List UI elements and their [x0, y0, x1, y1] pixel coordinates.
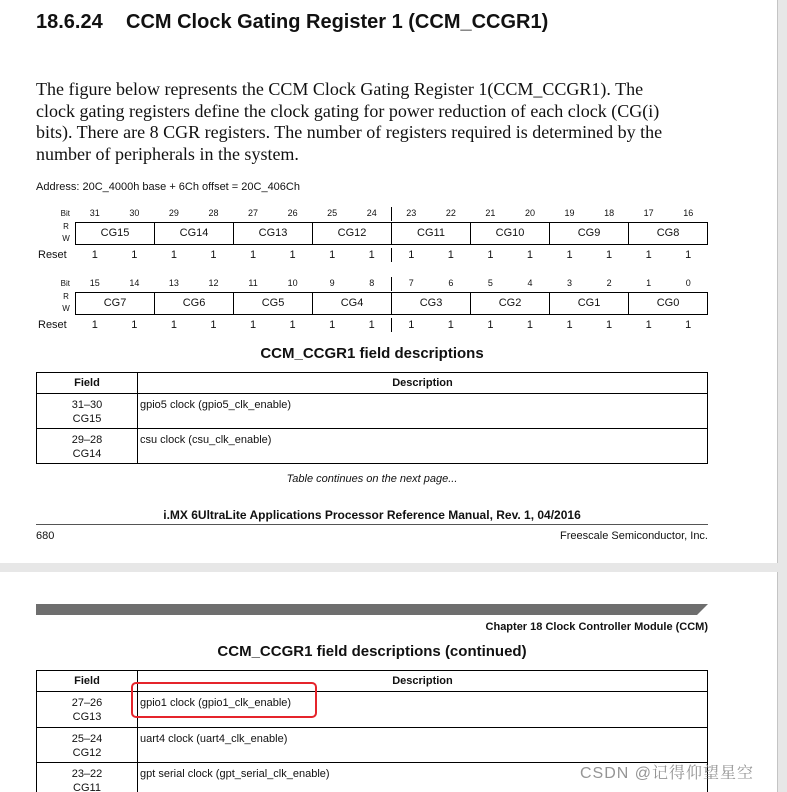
intro-paragraph — [36, 79, 736, 166]
reset-value: 1 — [131, 319, 138, 331]
field-cell — [37, 763, 138, 792]
register-field: CG7 — [103, 297, 127, 309]
bit-number: 7 — [408, 278, 414, 288]
reset-value: 1 — [91, 249, 98, 261]
byte-separator — [391, 277, 392, 291]
reset-value: 1 — [170, 249, 177, 261]
bit-number: 12 — [208, 278, 219, 288]
bit-number: 5 — [487, 278, 493, 288]
byte-separator — [391, 207, 392, 221]
register-field: CG0 — [628, 293, 707, 314]
bit-number: 25 — [327, 208, 338, 218]
bit-number: 23 — [406, 208, 417, 218]
reset-value: 1 — [685, 319, 692, 331]
register-field: CG5 — [233, 293, 312, 314]
document-page-next — [0, 572, 778, 792]
reset-value: 1 — [566, 319, 573, 331]
register-field: CG11 — [391, 223, 470, 244]
bit-number: 20 — [524, 208, 535, 218]
bit-number: 2 — [606, 278, 612, 288]
reset-value: 1 — [131, 249, 138, 261]
field-cell — [37, 429, 138, 463]
table-title: CCM_CCGR1 field descriptions — [260, 345, 484, 362]
register-field: CG13 — [233, 223, 312, 244]
reset-value: 1 — [606, 319, 613, 331]
field-bits: 25–24 — [71, 733, 103, 745]
bit-number: 10 — [287, 278, 298, 288]
register-field: CG9 — [549, 223, 628, 244]
intro-line: number of peripherals in the system. — [36, 144, 299, 165]
bit-number: 14 — [129, 278, 140, 288]
description-cell: gpio1 clock (gpio1_clk_enable) — [140, 697, 292, 709]
description-column-header: Description — [392, 675, 453, 687]
bit-number: 9 — [329, 278, 335, 288]
register-field: CG12 — [312, 223, 391, 244]
reset-value: 1 — [249, 319, 257, 331]
bit-number: 28 — [208, 208, 219, 218]
register-field: CG14 — [154, 223, 233, 244]
bit-number: 27 — [248, 208, 259, 218]
reset-value: 1 — [487, 249, 494, 261]
table-title-continued: CCM_CCGR1 field descriptions (continued) — [217, 643, 527, 660]
section-title: CCM Clock Gating Register 1 (CCM_CCGR1) — [126, 11, 549, 33]
bit-number: 3 — [567, 278, 573, 288]
read-label: R — [63, 222, 69, 231]
register-field: CG8 — [628, 223, 707, 244]
bit-label: Bit — [60, 279, 70, 288]
reset-value: 1 — [408, 319, 415, 331]
reset-value: 1 — [368, 249, 375, 261]
register-field: CG15 — [100, 227, 130, 239]
table-continues-note: Table continues on the next page... — [286, 473, 458, 485]
table-row — [37, 429, 707, 464]
table-row — [37, 394, 707, 429]
reset-value: 1 — [526, 249, 534, 261]
bit-number: 18 — [604, 208, 615, 218]
register-address: Address: 20C_4000h base + 6Ch offset = 20C_406Ch — [36, 181, 300, 193]
field-bits: 23–22 — [71, 768, 103, 780]
reset-value: 1 — [249, 249, 257, 261]
reset-value: 1 — [408, 249, 415, 261]
field-name: CG15 — [72, 413, 102, 425]
register-field: CG6 — [154, 293, 233, 314]
reset-label: Reset — [38, 249, 67, 261]
description-cell: csu clock (csu_clk_enable) — [140, 434, 272, 446]
field-name: CG13 — [72, 711, 102, 723]
bit-number: 17 — [643, 208, 654, 218]
reset-value: 1 — [289, 319, 296, 331]
reset-value: 1 — [91, 319, 98, 331]
table-row — [37, 728, 707, 763]
reset-value: 1 — [170, 319, 177, 331]
field-bits: 31–30 — [71, 399, 103, 411]
chapter-header-bar — [36, 604, 708, 615]
reset-value: 1 — [329, 319, 336, 331]
field-cell — [37, 728, 138, 762]
byte-separator — [391, 248, 392, 262]
register-field-box — [75, 292, 708, 315]
reset-value: 1 — [329, 249, 336, 261]
bit-number: 24 — [366, 208, 377, 218]
reset-value: 1 — [289, 249, 296, 261]
reset-value: 1 — [210, 319, 217, 331]
reset-value: 1 — [606, 249, 613, 261]
bit-number: 26 — [287, 208, 298, 218]
footer-page-number: 680 — [36, 530, 55, 542]
reset-value: 1 — [526, 319, 534, 331]
read-label: R — [63, 292, 69, 301]
bit-number: 6 — [448, 278, 454, 288]
section-number: 18.6.24 — [36, 11, 103, 33]
bit-number: 29 — [168, 208, 179, 218]
field-name: CG14 — [72, 448, 102, 460]
reset-value: 1 — [566, 249, 573, 261]
field-bits: 27–26 — [71, 697, 103, 709]
bit-number: 21 — [485, 208, 496, 218]
bit-number: 11 — [248, 278, 258, 288]
byte-separator — [391, 318, 392, 332]
bit-number: 1 — [646, 278, 652, 288]
register-field: CG10 — [470, 223, 549, 244]
field-name: CG11 — [73, 782, 101, 792]
bit-number: 19 — [564, 208, 575, 218]
footer-manual-title: i.MX 6UltraLite Applications Processor Reference Manual, Rev. 1, 04/2016 — [163, 508, 581, 522]
reset-value: 1 — [685, 249, 692, 261]
red-highlight-box — [131, 682, 317, 718]
bit-number: 4 — [527, 278, 533, 288]
chapter-title: Chapter 18 Clock Controller Module (CCM) — [485, 621, 708, 633]
reset-value: 1 — [487, 319, 494, 331]
reset-value: 1 — [210, 249, 217, 261]
reset-value: 1 — [447, 319, 454, 331]
register-field: CG2 — [470, 293, 549, 314]
reset-value: 1 — [645, 319, 652, 331]
register-diagram-high — [0, 207, 777, 263]
field-description-table — [36, 372, 708, 464]
register-field-box — [75, 222, 708, 245]
bit-number: 30 — [129, 208, 140, 218]
field-name: CG12 — [72, 747, 102, 759]
register-field: CG3 — [391, 293, 470, 314]
intro-line: The figure below represents the CCM Clock Gating Register 1(CCM_CCGR1). The — [36, 79, 644, 99]
field-column-header: Field — [37, 373, 138, 393]
reset-value: 1 — [447, 249, 454, 261]
field-bits: 29–28 — [71, 434, 103, 446]
field-cell — [37, 394, 138, 428]
description-cell: gpt serial clock (gpt_serial_clk_enable) — [140, 768, 330, 780]
field-cell — [37, 692, 138, 727]
write-label: W — [62, 234, 70, 243]
reset-value: 1 — [645, 249, 652, 261]
bit-number: 0 — [685, 278, 691, 288]
bit-number: 13 — [168, 278, 179, 288]
register-field: CG4 — [312, 293, 391, 314]
description-column-header: Description — [392, 377, 453, 389]
footer-rule — [36, 524, 708, 525]
intro-line: bits). There are 8 CGR registers. The number of registers required is determined by the — [36, 122, 663, 143]
reset-label: Reset — [38, 319, 67, 331]
register-field: CG1 — [549, 293, 628, 314]
field-column-header: Field — [37, 671, 138, 691]
watermark: CSDN @记得仰望星空 — [580, 765, 755, 782]
bit-number: 16 — [683, 208, 694, 218]
intro-line: clock gating registers define the clock gating for power reduction of each clock (CG(i) — [36, 100, 660, 121]
reset-value: 1 — [368, 319, 375, 331]
footer-company: Freescale Semiconductor, Inc. — [560, 530, 708, 542]
description-cell: gpio5 clock (gpio5_clk_enable) — [140, 399, 292, 411]
description-cell: uart4 clock (uart4_clk_enable) — [140, 733, 288, 745]
bit-number: 15 — [89, 278, 100, 288]
bit-label: Bit — [60, 209, 70, 218]
table-header-row — [37, 373, 707, 394]
register-diagram-low — [0, 277, 777, 333]
bit-number: 8 — [369, 278, 375, 288]
bit-number: 31 — [89, 208, 100, 218]
write-label: W — [62, 304, 70, 313]
bit-number: 22 — [445, 208, 456, 218]
